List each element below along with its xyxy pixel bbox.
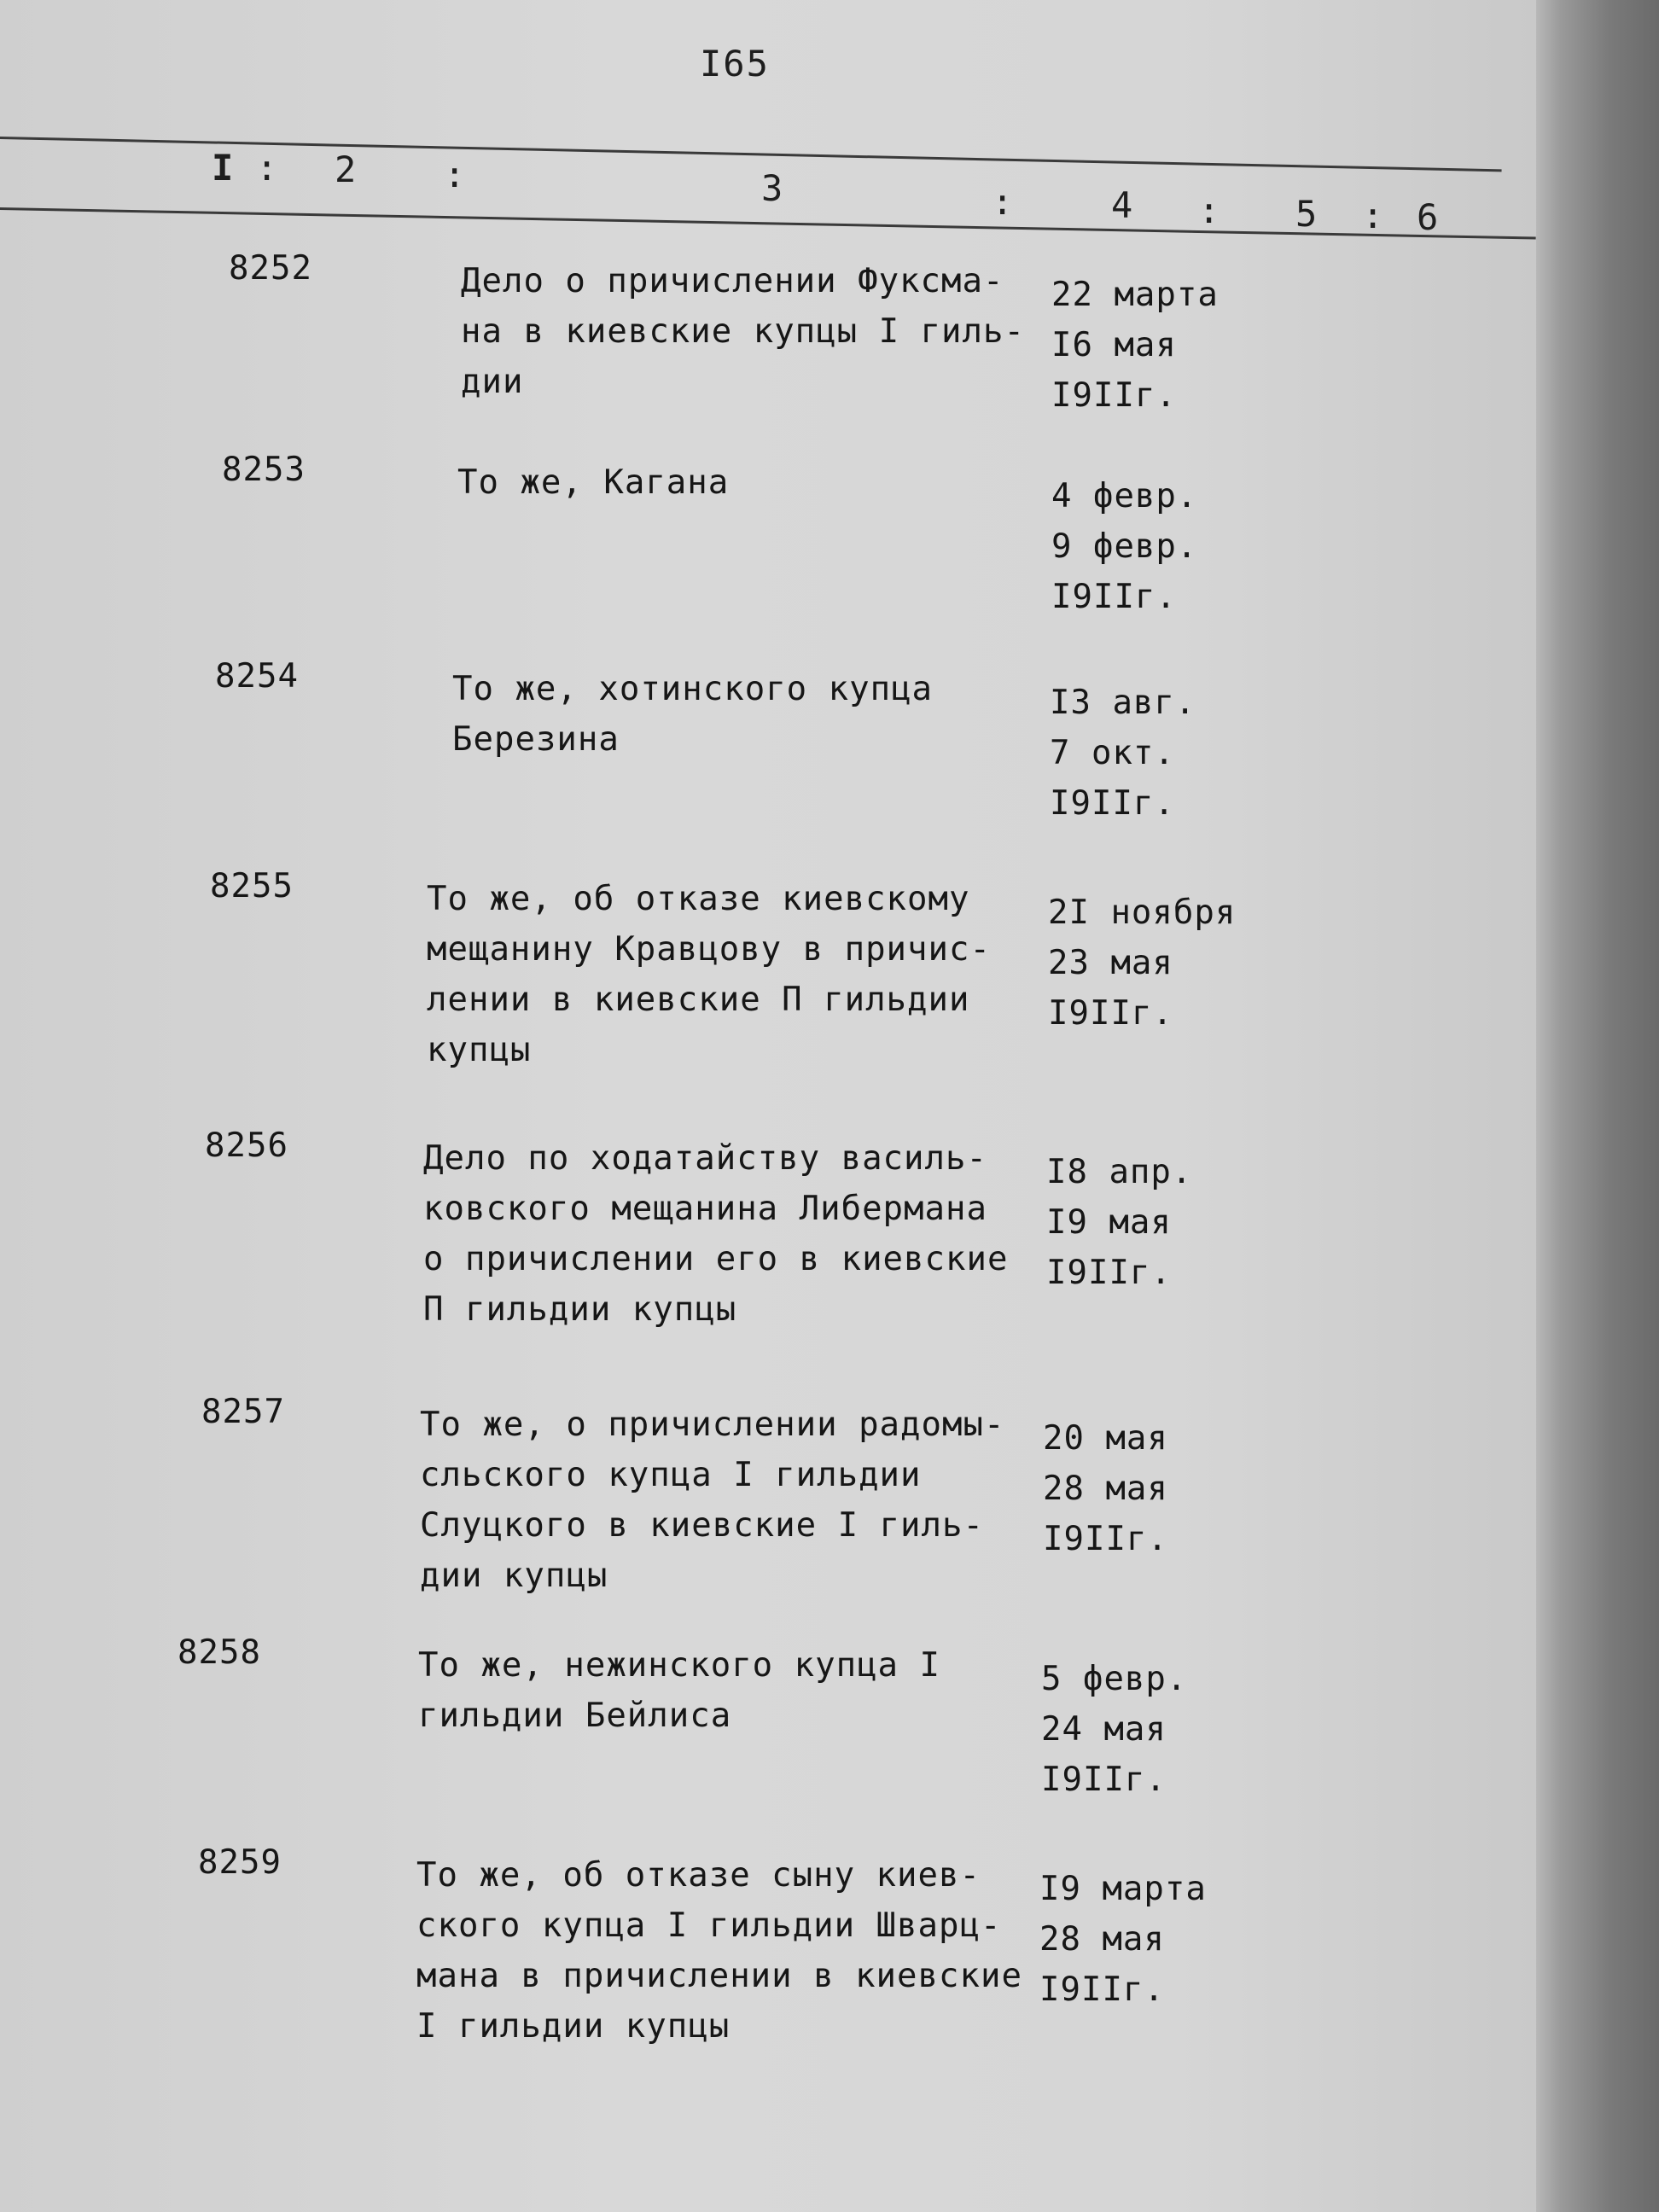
entry-dates	[1043, 1413, 1168, 1564]
entry-date-start: 2I ноября	[1048, 894, 1237, 932]
inventory-entry	[0, 249, 1562, 415]
page-number: I65	[700, 43, 770, 84]
entry-title	[423, 1133, 1008, 1335]
entry-date-start: I8 апр.	[1046, 1153, 1193, 1191]
entry-number: 8253	[222, 451, 306, 489]
entry-title-line: ковского мещанина Либермана	[423, 1190, 987, 1228]
entry-date-end: 28 мая	[1039, 1920, 1165, 1959]
inventory-entry	[0, 1633, 1562, 1799]
column-header-2: 2	[335, 148, 357, 190]
entry-year: I9IIг.	[1048, 994, 1173, 1033]
entry-date-start: 22 марта	[1051, 276, 1219, 314]
inventory-entry	[0, 657, 1562, 823]
entry-title-line: То же, Кагана	[457, 463, 730, 502]
entry-title-line: То же, об отказе сыну киев-	[416, 1856, 981, 1895]
entry-title-line: Дело о причислении Фуксма-	[461, 262, 1004, 300]
entry-title-line: сльского купца I гильдии	[420, 1456, 922, 1494]
entry-dates	[1050, 678, 1196, 829]
entry-date-start: I3 авг.	[1050, 684, 1196, 722]
entry-title	[420, 1400, 1004, 1601]
column-header-6: 6	[1417, 196, 1439, 238]
entry-title-line: То же, нежинского купца I	[418, 1646, 940, 1685]
entry-date-start: 4 февр.	[1051, 477, 1198, 515]
entry-date-end: I6 мая	[1051, 326, 1177, 364]
entry-title-line: на в киевские купцы I гиль-	[461, 312, 1025, 351]
entry-title	[418, 1640, 940, 1741]
entry-date-start: 20 мая	[1043, 1419, 1168, 1458]
inventory-entry	[0, 1843, 1562, 2046]
entry-dates	[1051, 270, 1219, 421]
entry-title	[452, 664, 933, 765]
entry-title	[427, 874, 991, 1075]
entry-dates	[1046, 1147, 1192, 1298]
entry-date-end: 23 мая	[1048, 944, 1173, 982]
entry-number: 8259	[198, 1843, 282, 1882]
column-header-3: 3	[761, 167, 783, 209]
entry-date-end: I9 мая	[1046, 1203, 1172, 1242]
entry-title-line: мещанину Кравцову в причис-	[427, 930, 991, 969]
inventory-entry	[0, 867, 1562, 1069]
inventory-entry	[0, 451, 1562, 616]
entry-title-line: лении в киевские П гильдии	[427, 981, 970, 1019]
entry-number: 8256	[205, 1126, 288, 1165]
entry-date-end: 28 мая	[1043, 1470, 1168, 1508]
column-separator: :	[1362, 195, 1384, 236]
entry-date-start: 5 февр.	[1041, 1660, 1188, 1698]
column-separator: :	[1198, 189, 1220, 231]
entry-dates	[1041, 1654, 1187, 1805]
entry-title-line: мана в причислении в киевские	[416, 1957, 1022, 1995]
entry-title-line: То же, хотинского купца	[452, 670, 934, 708]
entry-year: I9IIг.	[1051, 578, 1177, 616]
entry-title-line: гильдии Бейлиса	[418, 1697, 732, 1735]
entry-title-line: Дело по ходатайству василь-	[423, 1139, 987, 1178]
entry-title-line: купцы	[427, 1031, 532, 1069]
entry-title-line: о причислении его в киевские	[423, 1240, 1009, 1278]
page-edge-shadow	[1536, 0, 1659, 2212]
entry-number: 8255	[210, 867, 294, 905]
entry-year: I9IIг.	[1043, 1520, 1168, 1558]
entry-title-line: дии	[461, 363, 524, 401]
entry-date-end: 7 окт.	[1050, 734, 1175, 772]
entry-title-line: дии купцы	[420, 1557, 608, 1595]
entry-title-line: I гильдии купцы	[416, 2007, 731, 2046]
entry-number: 8252	[229, 249, 312, 288]
entry-title	[461, 256, 1025, 407]
column-separator: :	[444, 154, 466, 195]
entry-year: I9IIг.	[1051, 376, 1177, 415]
entry-number: 8257	[201, 1393, 285, 1431]
entry-title-line: П гильдии купцы	[423, 1290, 737, 1329]
entry-year: I9IIг.	[1039, 1970, 1165, 2009]
entry-date-start: I9 марта	[1039, 1870, 1207, 1908]
column-separator: :	[992, 181, 1014, 223]
inventory-entry	[0, 1126, 1562, 1329]
entry-title-line: То же, о причислении радомы-	[420, 1406, 1005, 1444]
entry-title-line: Березина	[452, 720, 620, 759]
column-separator: :	[256, 147, 278, 189]
entry-date-end: 24 мая	[1041, 1710, 1167, 1749]
entry-dates	[1039, 1864, 1207, 2015]
inventory-entry	[0, 1393, 1562, 1595]
entry-number: 8254	[215, 657, 299, 696]
entry-title-line: То же, об отказе киевскому	[427, 880, 970, 918]
entry-year: I9IIг.	[1050, 784, 1175, 823]
entry-year: I9IIг.	[1041, 1761, 1167, 1799]
entry-dates	[1051, 471, 1197, 622]
entry-number: 8258	[178, 1633, 261, 1672]
entry-year: I9IIг.	[1046, 1254, 1172, 1292]
entry-date-end: 9 февр.	[1051, 527, 1198, 566]
entry-title	[457, 457, 729, 508]
entry-title-line: ского купца I гильдии Шварц-	[416, 1906, 1002, 1945]
column-header-1: I	[212, 147, 234, 189]
column-header-4: 4	[1111, 184, 1133, 226]
entry-dates	[1048, 888, 1236, 1039]
entry-title	[416, 1850, 1022, 2052]
column-header-5: 5	[1295, 193, 1318, 235]
entry-title-line: Слуцкого в киевские I гиль-	[420, 1506, 984, 1545]
